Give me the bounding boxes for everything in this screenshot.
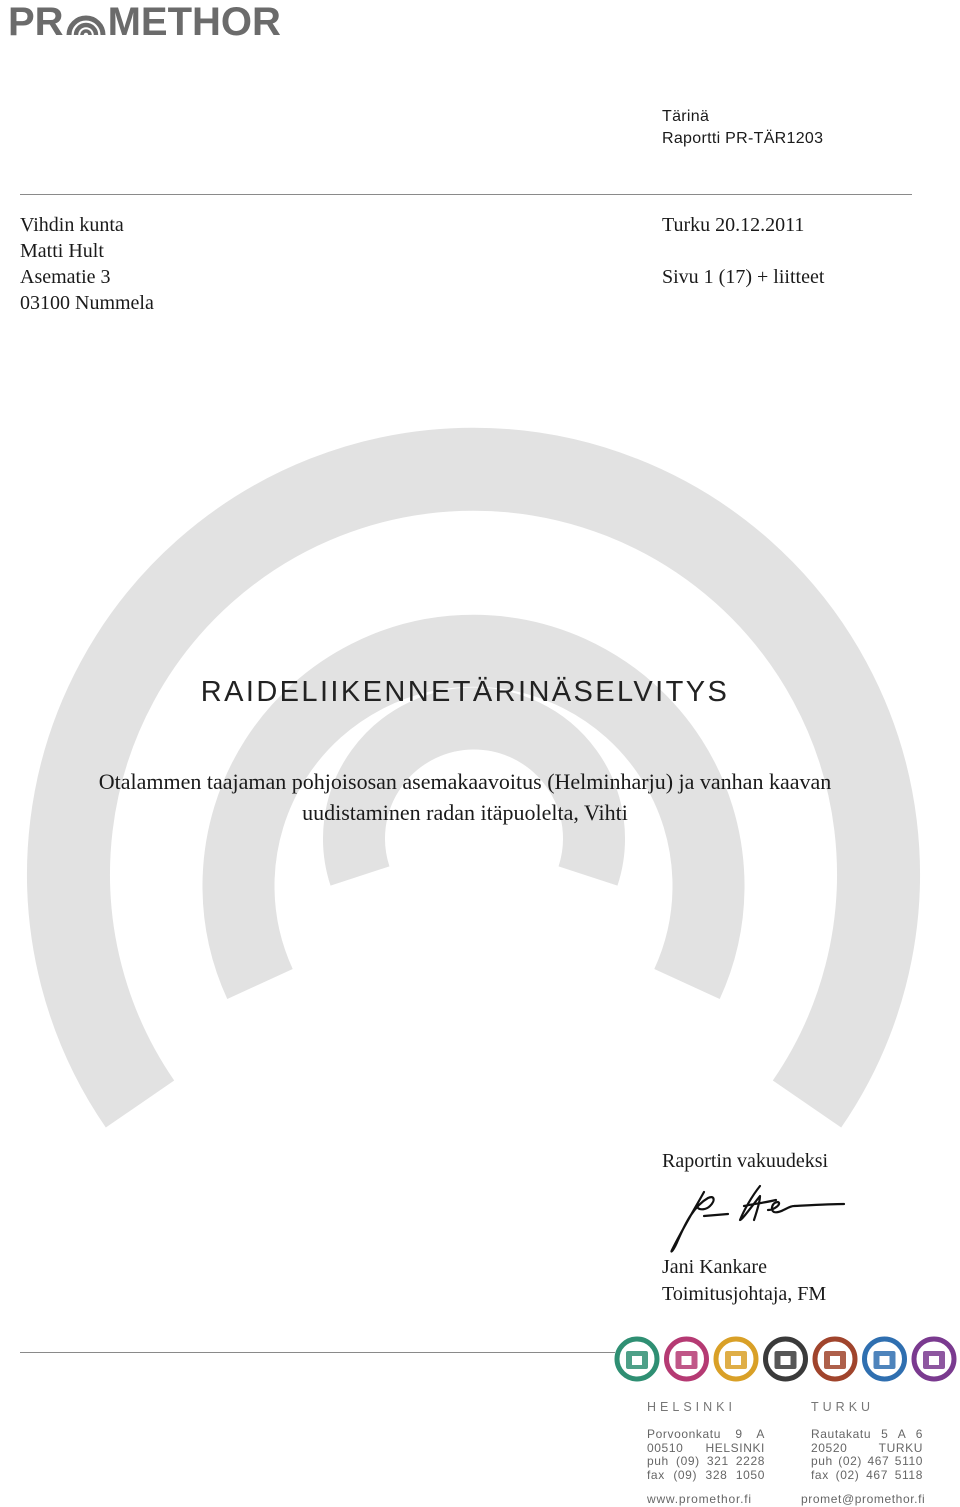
report-number: Raportti PR-TÄR1203 <box>662 130 824 147</box>
footer-city-turku: TURKU <box>811 1400 875 1414</box>
window-icon <box>914 1339 954 1379</box>
footer-turku <box>811 1400 923 1482</box>
people-icon <box>865 1339 905 1379</box>
document-date: Turku 20.12.2011 <box>662 214 805 236</box>
logo-wordmark-methor: METHOR <box>107 0 281 44</box>
page-info: Sivu 1 (17) + liitteet <box>662 266 825 288</box>
recipient-line: Vihdin kunta <box>20 214 124 236</box>
tree-icon <box>617 1339 657 1379</box>
footer-address-line: Porvoonkatu 9 A <box>647 1427 765 1441</box>
bottom-divider <box>20 1352 615 1353</box>
handwritten-signature <box>664 1180 854 1255</box>
logo-wordmark-pr: PR <box>8 0 64 44</box>
logo-wordmark <box>8 2 308 42</box>
report-meta <box>662 106 823 150</box>
signer-block <box>662 1254 826 1308</box>
footer-address-line: 20520 TURKU <box>811 1440 923 1455</box>
footer-phone: puh (02) 467 5110 <box>811 1454 923 1468</box>
footer-address-line: Rautakatu 5 A 6 <box>811 1427 923 1441</box>
report-type: Tärinä <box>662 108 710 125</box>
footer-address-line: 00510 HELSINKI <box>647 1440 765 1455</box>
footer-helsinki <box>647 1400 765 1482</box>
recipient-line: Asematie 3 <box>20 266 111 288</box>
checker-icon <box>766 1339 806 1379</box>
company-logo <box>8 2 308 42</box>
recipient-address <box>20 212 154 316</box>
footer-website-link[interactable]: www.promethor.fi <box>647 1492 752 1506</box>
house-icon <box>815 1339 855 1379</box>
subtitle-line: uudistaminen radan itäpuolelta, Vihti <box>302 800 628 825</box>
top-divider <box>20 194 912 195</box>
footer-fax: fax (02) 467 5118 <box>811 1467 923 1482</box>
subtitle-line: Otalammen taajaman pohjoisosan asemakaavoitus (Helminharju) ja vanhan kaavan <box>98 769 832 794</box>
footer-fax: fax (09) 328 1050 <box>647 1467 765 1482</box>
recipient-line: 03100 Nummela <box>20 292 154 314</box>
footer-email-link[interactable]: promet@promethor.fi <box>801 1492 926 1506</box>
document-subtitle <box>0 766 930 828</box>
service-icons-row <box>614 1336 960 1382</box>
document-title: RAIDELIIKENNETÄRINÄSELVITYS <box>200 676 730 708</box>
signer-role: Toimitusjohtaja, FM <box>662 1283 827 1305</box>
sound-wave-icon <box>716 1339 756 1379</box>
footer-phone: puh (09) 321 2228 <box>647 1454 765 1468</box>
recipient-line: Matti Hult <box>20 240 104 262</box>
signature-caption: Raportin vakuudeksi <box>662 1150 829 1172</box>
signer-name: Jani Kankare <box>662 1256 767 1278</box>
promethor-arcs-logo-icon <box>64 4 108 36</box>
footer-city-helsinki: HELSINKI <box>647 1400 736 1414</box>
building-icon <box>667 1339 707 1379</box>
